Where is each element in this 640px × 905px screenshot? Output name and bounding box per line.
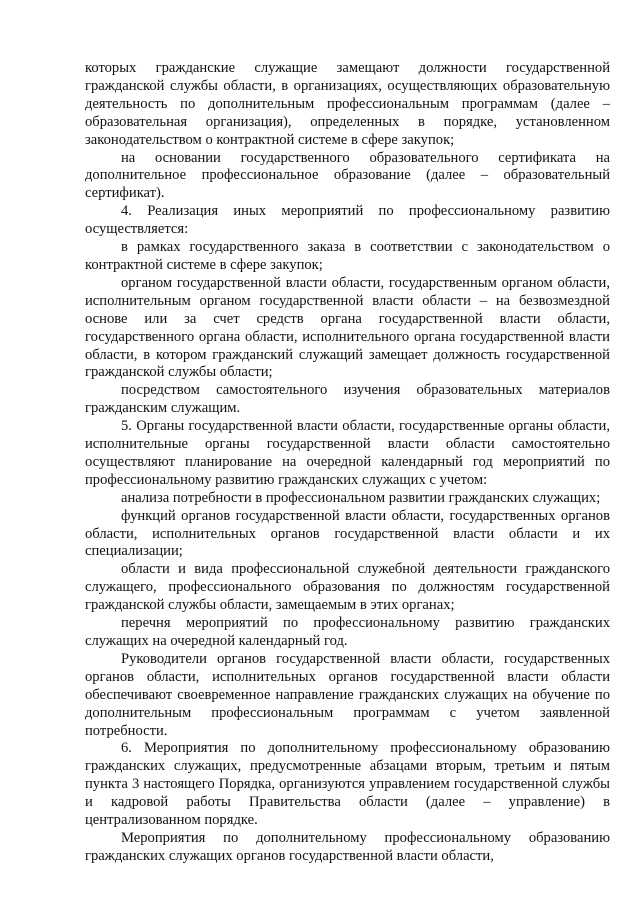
paragraph: на основании государственного образовательного сертификата на дополнительное профессиональное образование (далее – образовательный сертификат). (85, 149, 610, 202)
paragraph: органом государственной власти области, государственным органом области, исполнительным органом государственной власти области – на безвозмездной основе или за счет средств органа государственной власти области, государственного органа области, исполнительного органа государственной власти области, в котором гражданский служащий замещает должность государственной гражданской службы области; (85, 274, 610, 381)
paragraph-item-4: 4. Реализация иных мероприятий по профессиональному развитию осуществляется: (85, 203, 610, 238)
paragraph-item-6: 6. Мероприятия по дополнительному профессиональному образованию гражданских служащих, предусмотренные абзацами вторым, третьим и пятым пункта 3 настоящего Порядка, организуются управлением государственной службы и кадровой работы Правительства области (далее – управление) в централизованном порядке. (85, 740, 610, 829)
paragraph: Руководители органов государственной власти области, государственных органов области, исполнительных органов государственной власти области обеспечивают своевременное направление гражданских служащих на обучение по дополнительным профессиональным программам с учетом заявленной потребности. (85, 650, 610, 739)
paragraph: функций органов государственной власти области, государственных органов области, исполнительных органов государственной власти области и их специализации; (85, 507, 610, 560)
paragraph-item-5: 5. Органы государственной власти области, государственные органы области, исполнительные органы государственной власти области самостоятельно осуществляют планирование на очередной календарный год мероприятий по профессиональному развитию гражданских служащих с учетом: (85, 418, 610, 488)
paragraph: анализа потребности в профессиональном развитии гражданских служащих; (121, 489, 601, 506)
paragraph: Мероприятия по дополнительному профессиональному образованию гражданских служащих органов государственной власти области, (85, 829, 610, 864)
paragraph: посредством самостоятельного изучения образовательных материалов гражданским служащим. (85, 382, 610, 417)
paragraph-continuation: которых гражданские служащие замещают должности государственной гражданской службы области, в организациях, осуществляющих образовательную деятельность по дополнительным профессиональным программам (далее – образовательная организация), определенных в порядке, установленном законодательством о контрактной системе в сфере закупок; (85, 60, 610, 148)
document-text (85, 60, 610, 866)
paragraph: в рамках государственного заказа в соответствии с законодательством о контрактной системе в сфере закупок; (85, 239, 610, 273)
paragraph: области и вида профессиональной служебной деятельности гражданского служащего, профессионального образования по должностям государственной гражданской службы области, замещаемым в этих органах; (85, 561, 610, 614)
paragraph: перечня мероприятий по профессиональному развитию гражданских служащих на очередной календарный год. (85, 615, 610, 649)
